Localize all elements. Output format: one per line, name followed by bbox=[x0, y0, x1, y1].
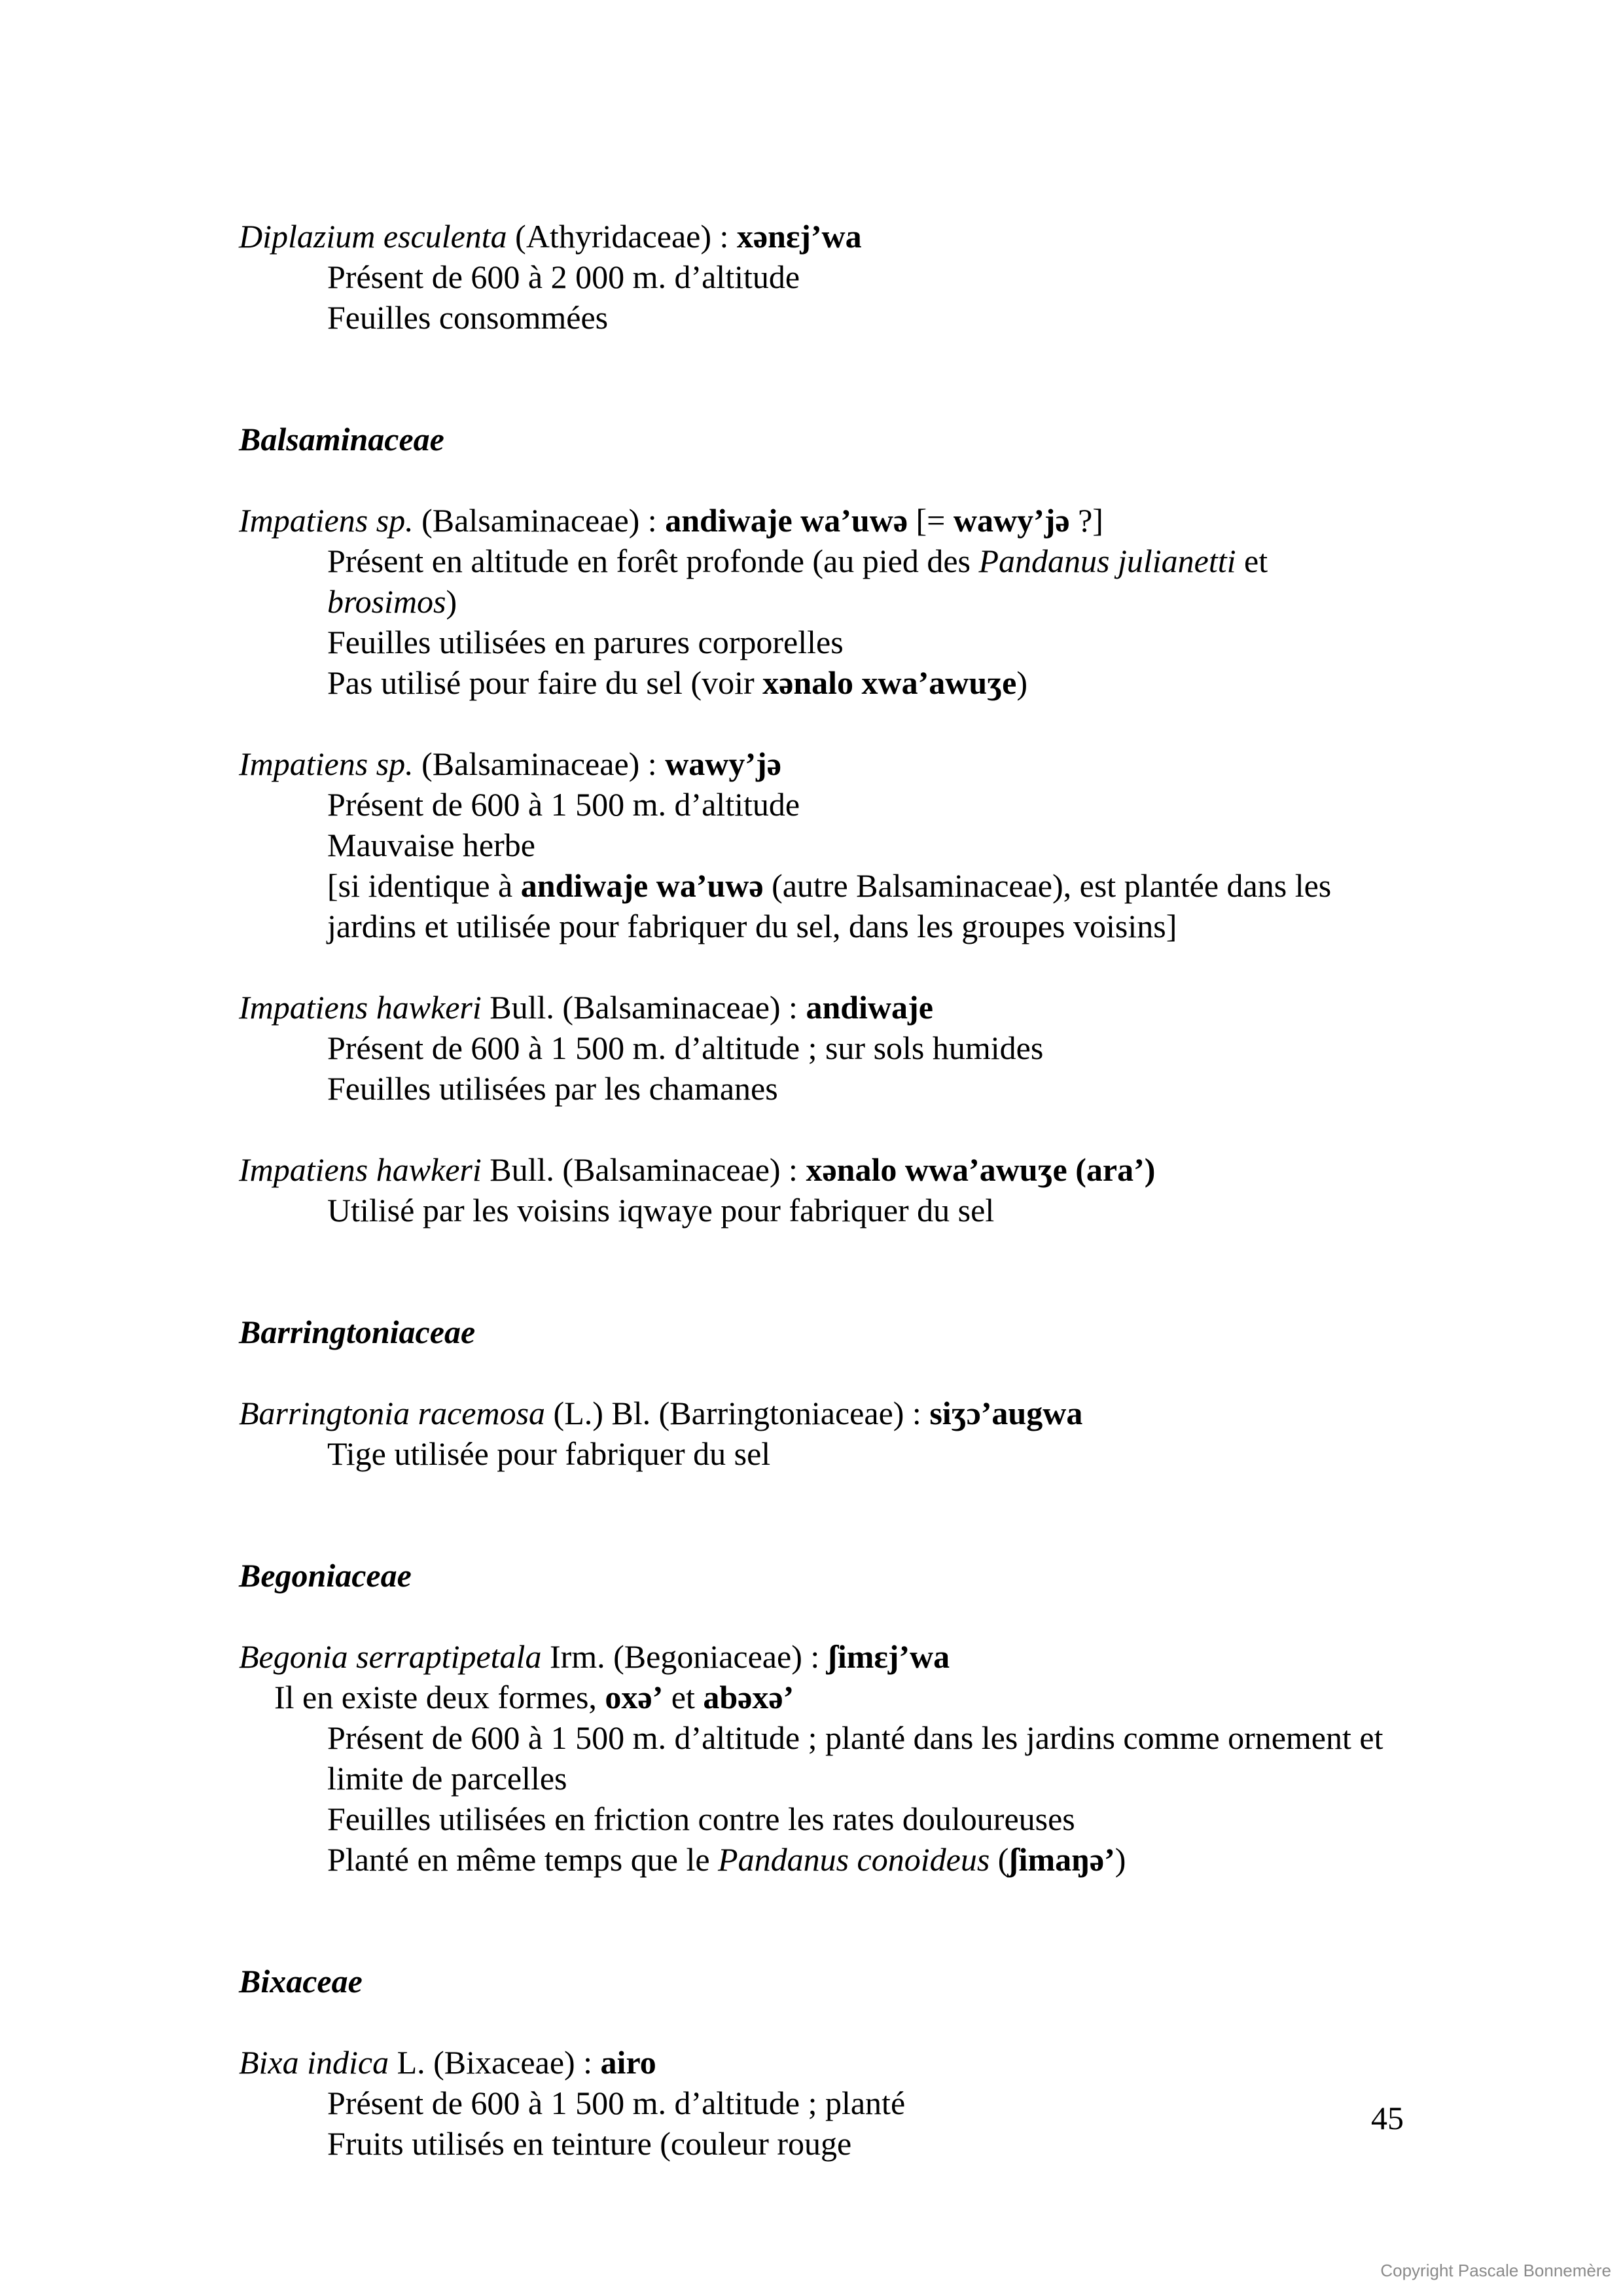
text-segment: Utilisé par les voisins iqwaye pour fabriquer du sel bbox=[327, 1192, 995, 1229]
species-entry bbox=[239, 744, 1430, 946]
text-segment: Diplazium esculenta bbox=[239, 218, 507, 255]
text-segment: Irm. (Begoniaceae) : bbox=[541, 1638, 828, 1675]
text-segment: andiwaje wa’uwə bbox=[665, 502, 908, 539]
text-segment: xənalo wwa’awuʒe (ara’) bbox=[806, 1151, 1156, 1188]
entry-line bbox=[239, 825, 1430, 865]
entry-line bbox=[239, 1799, 1430, 1839]
entry-line bbox=[239, 2123, 1430, 2164]
species-entry bbox=[239, 987, 1430, 1109]
text-segment: ( bbox=[990, 1841, 1009, 1878]
text-segment: [= bbox=[908, 502, 954, 539]
text-segment: brosimos bbox=[327, 583, 446, 620]
text-segment: (Balsaminaceae) : bbox=[413, 502, 666, 539]
text-segment: xənɛj’wa bbox=[736, 218, 862, 255]
entry-line bbox=[239, 581, 1430, 622]
page-number: 45 bbox=[1371, 2100, 1404, 2136]
entry-line bbox=[239, 1677, 1430, 1717]
text-segment: Il en existe deux formes, bbox=[274, 1679, 605, 1715]
text-segment: Bull. (Balsaminaceae) : bbox=[481, 989, 806, 1026]
text-segment: ) bbox=[446, 583, 457, 620]
text-segment: Fruits utilisés en teinture (couleur rouge bbox=[327, 2125, 852, 2162]
text-segment: Bixa indica bbox=[239, 2044, 389, 2081]
text-segment: wawy’jə bbox=[953, 502, 1070, 539]
text-segment: Présent en altitude en forêt profonde (au pied des bbox=[327, 543, 979, 579]
text-segment: ?] bbox=[1069, 502, 1103, 539]
text-segment: ʃimɛj’wa bbox=[827, 1638, 950, 1675]
text-segment: Pandanus julianetti bbox=[978, 543, 1236, 579]
species-entry bbox=[239, 1636, 1430, 1880]
family-heading: Bixaceae bbox=[239, 1963, 363, 2000]
text-segment: Présent de 600 à 1 500 m. d’altitude bbox=[327, 786, 800, 823]
entry-line bbox=[239, 906, 1430, 946]
species-entry bbox=[239, 1393, 1430, 1474]
text-segment: Barringtonia racemosa bbox=[239, 1395, 546, 1431]
text-segment: et bbox=[663, 1679, 704, 1715]
entry-line bbox=[239, 784, 1430, 825]
text-segment: Tige utilisée pour fabriquer du sel bbox=[327, 1435, 771, 1472]
text-segment: siʒɔ’augwa bbox=[929, 1395, 1083, 1431]
entry-title bbox=[239, 744, 1430, 784]
entry-line bbox=[239, 1758, 1430, 1799]
species-entry bbox=[239, 500, 1430, 703]
family-heading: Begoniaceae bbox=[239, 1557, 412, 1594]
text-segment: Feuilles utilisées en parures corporelles bbox=[327, 624, 844, 660]
entry-line bbox=[239, 865, 1430, 906]
text-segment: Feuilles utilisées par les chamanes bbox=[327, 1070, 778, 1107]
text-segment: limite de parcelles bbox=[327, 1760, 567, 1797]
text-segment: Begonia serraptipetala bbox=[239, 1638, 542, 1675]
text-segment: Feuilles utilisées en friction contre les rates douloureuses bbox=[327, 1801, 1075, 1837]
entry-line bbox=[239, 1433, 1430, 1474]
text-segment: ʃimaŋə’ bbox=[1008, 1841, 1115, 1878]
entry-title bbox=[239, 2042, 1430, 2083]
text-segment: (L.) Bl. (Barringtoniaceae) : bbox=[545, 1395, 930, 1431]
entry-line bbox=[239, 1068, 1430, 1109]
text-segment: (Balsaminaceae) : bbox=[413, 745, 666, 782]
entry-title bbox=[239, 1149, 1430, 1190]
family-heading: Balsaminaceae bbox=[239, 421, 444, 457]
text-segment: L. (Bixaceae) : bbox=[389, 2044, 601, 2081]
text-segment: Impatiens sp. bbox=[239, 502, 414, 539]
text-segment: Impatiens hawkeri bbox=[239, 1151, 482, 1188]
document-content bbox=[239, 216, 1430, 2164]
entry-title bbox=[239, 1393, 1430, 1433]
entry-line bbox=[239, 1028, 1430, 1068]
entry-line bbox=[239, 1190, 1430, 1230]
text-segment: wawy’jə bbox=[665, 745, 781, 782]
copyright-notice: Copyright Pascale Bonnemère bbox=[1380, 2261, 1611, 2280]
text-segment: airo bbox=[600, 2044, 656, 2081]
entry-line bbox=[239, 297, 1430, 338]
text-segment: Feuilles consommées bbox=[327, 299, 609, 336]
species-entry bbox=[239, 1149, 1430, 1230]
species-entry bbox=[239, 2042, 1430, 2164]
text-segment: Présent de 600 à 1 500 m. d’altitude ; planté dans les jardins comme ornement et bbox=[327, 1719, 1383, 1756]
text-segment: [si identique à bbox=[327, 867, 521, 904]
text-segment: Pas utilisé pour faire du sel (voir bbox=[327, 664, 763, 701]
text-segment: andiwaje bbox=[806, 989, 933, 1026]
species-entry bbox=[239, 216, 1430, 338]
entry-title bbox=[239, 216, 1430, 257]
entry-line bbox=[239, 662, 1430, 703]
text-segment: Bull. (Balsaminaceae) : bbox=[481, 1151, 806, 1188]
text-segment: ) bbox=[1016, 664, 1027, 701]
text-segment: Planté en même temps que le bbox=[327, 1841, 719, 1878]
text-segment: ) bbox=[1115, 1841, 1126, 1878]
text-segment: Mauvaise herbe bbox=[327, 827, 535, 863]
text-segment: Présent de 600 à 2 000 m. d’altitude bbox=[327, 259, 800, 295]
text-segment: et bbox=[1236, 543, 1268, 579]
text-segment: abəxə’ bbox=[703, 1679, 794, 1715]
text-segment: xənalo xwa’awuʒe bbox=[762, 664, 1017, 701]
entry-line bbox=[239, 622, 1430, 662]
entry-line bbox=[239, 1717, 1430, 1758]
entry-line bbox=[239, 1839, 1430, 1880]
entry-line bbox=[239, 541, 1430, 581]
text-segment: Présent de 600 à 1 500 m. d’altitude ; planté bbox=[327, 2085, 906, 2121]
text-segment: (Athyridaceae) : bbox=[507, 218, 737, 255]
text-segment: Impatiens sp. bbox=[239, 745, 414, 782]
text-segment: Pandanus conoideus bbox=[718, 1841, 990, 1878]
entry-line bbox=[239, 257, 1430, 297]
entry-line bbox=[239, 2083, 1430, 2123]
text-segment: Impatiens hawkeri bbox=[239, 989, 482, 1026]
text-segment: andiwaje wa’uwə bbox=[520, 867, 764, 904]
text-segment: jardins et utilisée pour fabriquer du sel, dans les groupes voisins] bbox=[327, 908, 1177, 944]
text-segment: Présent de 600 à 1 500 m. d’altitude ; sur sols humides bbox=[327, 1030, 1044, 1066]
family-heading: Barringtoniaceae bbox=[239, 1314, 476, 1350]
entry-title bbox=[239, 500, 1430, 541]
entry-title bbox=[239, 987, 1430, 1028]
entry-title bbox=[239, 1636, 1430, 1677]
text-segment: oxə’ bbox=[605, 1679, 664, 1715]
text-segment: (autre Balsaminaceae), est plantée dans les bbox=[763, 867, 1332, 904]
